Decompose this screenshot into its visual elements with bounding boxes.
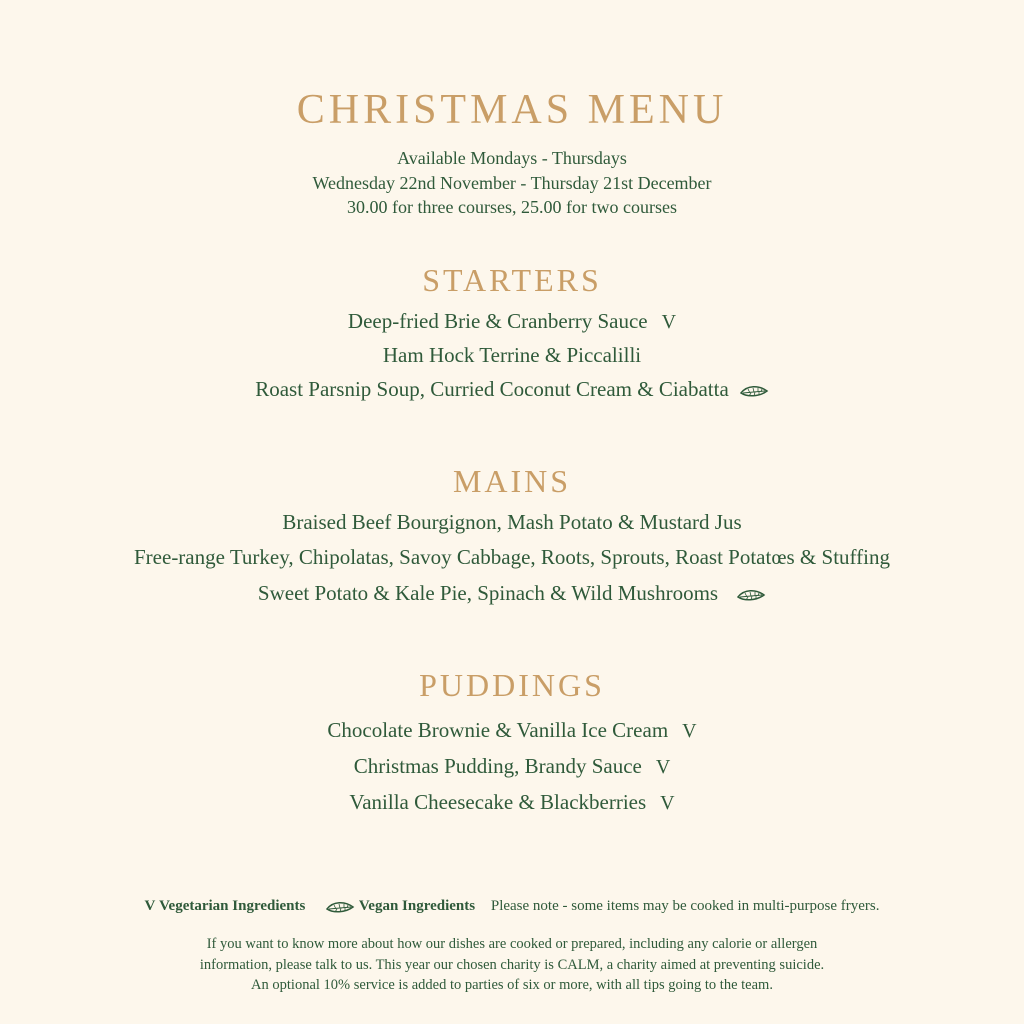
menu-item-name: Ham Hock Terrine & Piccalilli bbox=[382, 343, 642, 367]
menu-item bbox=[0, 508, 1024, 536]
vegetarian-mark: V bbox=[682, 720, 697, 742]
leaf-icon bbox=[739, 384, 769, 398]
footer-line: If you want to know more about how our dishes are cooked or prepared, including any calorie or allergen bbox=[206, 936, 818, 952]
footer-line: An optional 10% service is added to parties of six or more, with all tips going to the team. bbox=[251, 977, 773, 993]
puddings-heading: PUDDINGS bbox=[419, 667, 605, 703]
vegetarian-mark: V bbox=[660, 792, 675, 814]
menu-item bbox=[0, 307, 1024, 336]
menu-item-name: Vanilla Cheesecake & Blackberries bbox=[349, 790, 647, 814]
menu-item-name: Christmas Pudding, Brandy Sauce bbox=[353, 754, 642, 778]
footer-notes bbox=[0, 934, 1024, 996]
menu-item-name: Roast Parsnip Soup, Curried Coconut Cream & Ciabatta bbox=[255, 377, 729, 401]
footer-line: information, please talk to us. This year our chosen charity is CALM, a charity aimed at preventing suicide. bbox=[199, 956, 825, 973]
vegetarian-label: Vegetarian Ingredients bbox=[159, 898, 306, 914]
menu-item bbox=[0, 375, 1024, 403]
menu-item bbox=[0, 543, 1024, 571]
menu-item bbox=[0, 341, 1024, 369]
menu-item-name: Sweet Potato & Kale Pie, Spinach & Wild Mushrooms bbox=[257, 581, 719, 605]
starters-heading: STARTERS bbox=[422, 262, 602, 298]
menu-item-name: Free-range Turkey, Chipolatas, Savoy Cabbage, Roots, Sprouts, Roast Potatœs & Stuffing bbox=[134, 545, 890, 569]
dates-text: Wednesday 22nd November - Thursday 21st December bbox=[312, 173, 712, 193]
vegetarian-symbol: V bbox=[144, 898, 156, 914]
menu-item bbox=[0, 752, 1024, 781]
availability-text: Available Mondays - Thursdays bbox=[397, 148, 627, 168]
leaf-icon bbox=[325, 900, 355, 914]
page-title: CHRISTMAS MENU bbox=[296, 87, 728, 133]
fryer-note: Please note - some items may be cooked in multi-purpose fryers. bbox=[490, 898, 880, 914]
mains-heading: MAINS bbox=[452, 463, 572, 499]
menu-item bbox=[0, 788, 1024, 817]
vegan-label: Vegan Ingredients bbox=[358, 898, 476, 914]
menu-item-name: Chocolate Brownie & Vanilla Ice Cream bbox=[327, 718, 669, 742]
menu-item-name: Braised Beef Bourgignon, Mash Potato & Mustard Jus bbox=[282, 510, 742, 534]
menu-item-name: Deep-fried Brie & Cranberry Sauce bbox=[347, 309, 648, 333]
leaf-icon bbox=[736, 588, 766, 602]
vegetarian-mark: V bbox=[661, 311, 677, 333]
menu-item bbox=[0, 716, 1024, 745]
pricing-text: 30.00 for three courses, 25.00 for two courses bbox=[347, 197, 677, 217]
diet-legend bbox=[0, 898, 1024, 915]
menu-item bbox=[0, 579, 1024, 607]
vegetarian-mark: V bbox=[655, 756, 671, 778]
